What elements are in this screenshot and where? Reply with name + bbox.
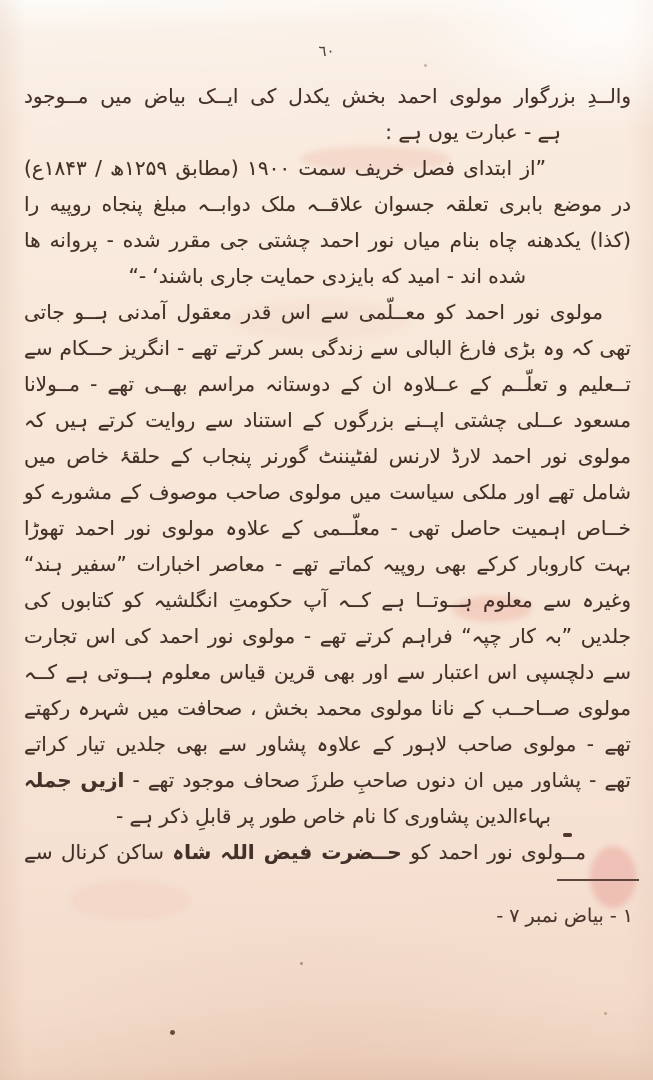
paper-stain xyxy=(70,880,190,920)
ink-speck xyxy=(604,1012,607,1015)
text-line: بہت کاروبار کرکے بھی روپیہ کماتے تھے - معاصر اخبارات ”سفیر ہند“ xyxy=(24,552,631,576)
text-line: شده اند - امید که بایزدی حمایت جاری باشند‘ -“ xyxy=(128,264,526,288)
text-line: وغیرہ سے معلوم ہــوتــا ہے کــہ آپ حکومتِ انگلشیہ کو کتابوں کی xyxy=(24,588,631,612)
ink-speck xyxy=(424,64,427,67)
text-segment: مــولوی نور احمد کو xyxy=(401,840,586,864)
text-segment: ساکن کرنال سے xyxy=(24,840,173,864)
text-line: مولوی صــاحــب کے نانا مولوی محمد بخش ، صحافت میں شہرہ رکھتے xyxy=(24,696,631,720)
text-line: جلدیں ”بہ کار چپہ“ فراہم کرتے تھے - مولوی نور احمد کی اس تجارت xyxy=(24,624,631,648)
text-line: (کذا) یکدهنه چاه بنام میاں نور احمد چشتی جی مقرر شده - پروانه ها xyxy=(24,228,631,252)
text-segment-bold: حــضرت فیض اللہ شاہ xyxy=(172,840,402,864)
text-line: مولوی نور احمد لارڈ لارنس لفٹیننٹ گورنر پنجاب کے حلقۂ خاص میں xyxy=(24,444,631,468)
text-line: تــعلیم و تعلّــم کے عــلاوہ ان کے دوستانہ مراسم بھــی تھے - مــولانا xyxy=(24,372,631,396)
text-line xyxy=(24,834,631,870)
text-line: تھی کہ وہ بڑی فارغ البالی سے زندگی بسر کرتے تھے - انگریز حــکام سے xyxy=(24,336,631,360)
page-number: ٦٠ xyxy=(318,42,335,60)
footnote-divider xyxy=(557,879,639,881)
body-text xyxy=(24,78,631,870)
text-segment-bold: ازیں جملہ xyxy=(24,768,125,792)
text-line xyxy=(24,762,631,798)
text-line: در موضع بابری تعلقہ جسوان علاقــہ ملک دوابــہ مبلغ پنجاه روپیه را xyxy=(24,192,631,216)
text-line: خــاص اہمیت حاصل تھی - معلّــمی کے علاوہ مولوی نور احمد تھوڑا xyxy=(24,516,631,540)
text-segment: تھے - پشاور میں ان دنوں صاحبِ طرزَ صحاف موجود تھے - xyxy=(124,768,632,792)
text-line: تھے - مولوی صاحب لاہور کے علاوہ پشاور سے بھی جلدیں تیار کراتے xyxy=(24,732,631,756)
ink-speck xyxy=(300,962,303,965)
text-line: مسعود عــلی چشتی اپــنے بزرگوں کے استناد سے روایت کرتے ہیں کہ xyxy=(24,408,631,432)
text-line: مولوی نور احمد کو معــلّمی سے اس قدر معقول آمدنی ہــو جاتی xyxy=(24,300,603,324)
ink-speck xyxy=(170,1030,175,1035)
text-line: بہاءالدین پشاوری کا نام خاص طور پر قابلِ ذکر ہے - xyxy=(115,804,551,828)
text-line: سے دلچسپی اس اعتبار سے اور بھی قرین قیاس معلوم ہــوتی ہے کــہ xyxy=(24,660,631,684)
footnote-text: ۱ - بیاض نمبر ۷ - xyxy=(496,905,633,927)
text-line: ہے - عبارت یوں ہے : xyxy=(385,120,561,144)
text-line: ”از ابتدای فصل خریف سمت ۱۹۰۰ (مطابق ۱۲۵۹ھ / ۱۸۴۳ع) xyxy=(24,156,546,180)
text-line: شامل تھے اور ملکی سیاست میں مولوی صاحب موصوف کے مشورے کو xyxy=(24,480,631,504)
text-line: والــدِ بزرگوار مولوی احمد بخش یکدل کی ایــک بیاض میں مــوجود xyxy=(24,84,631,108)
